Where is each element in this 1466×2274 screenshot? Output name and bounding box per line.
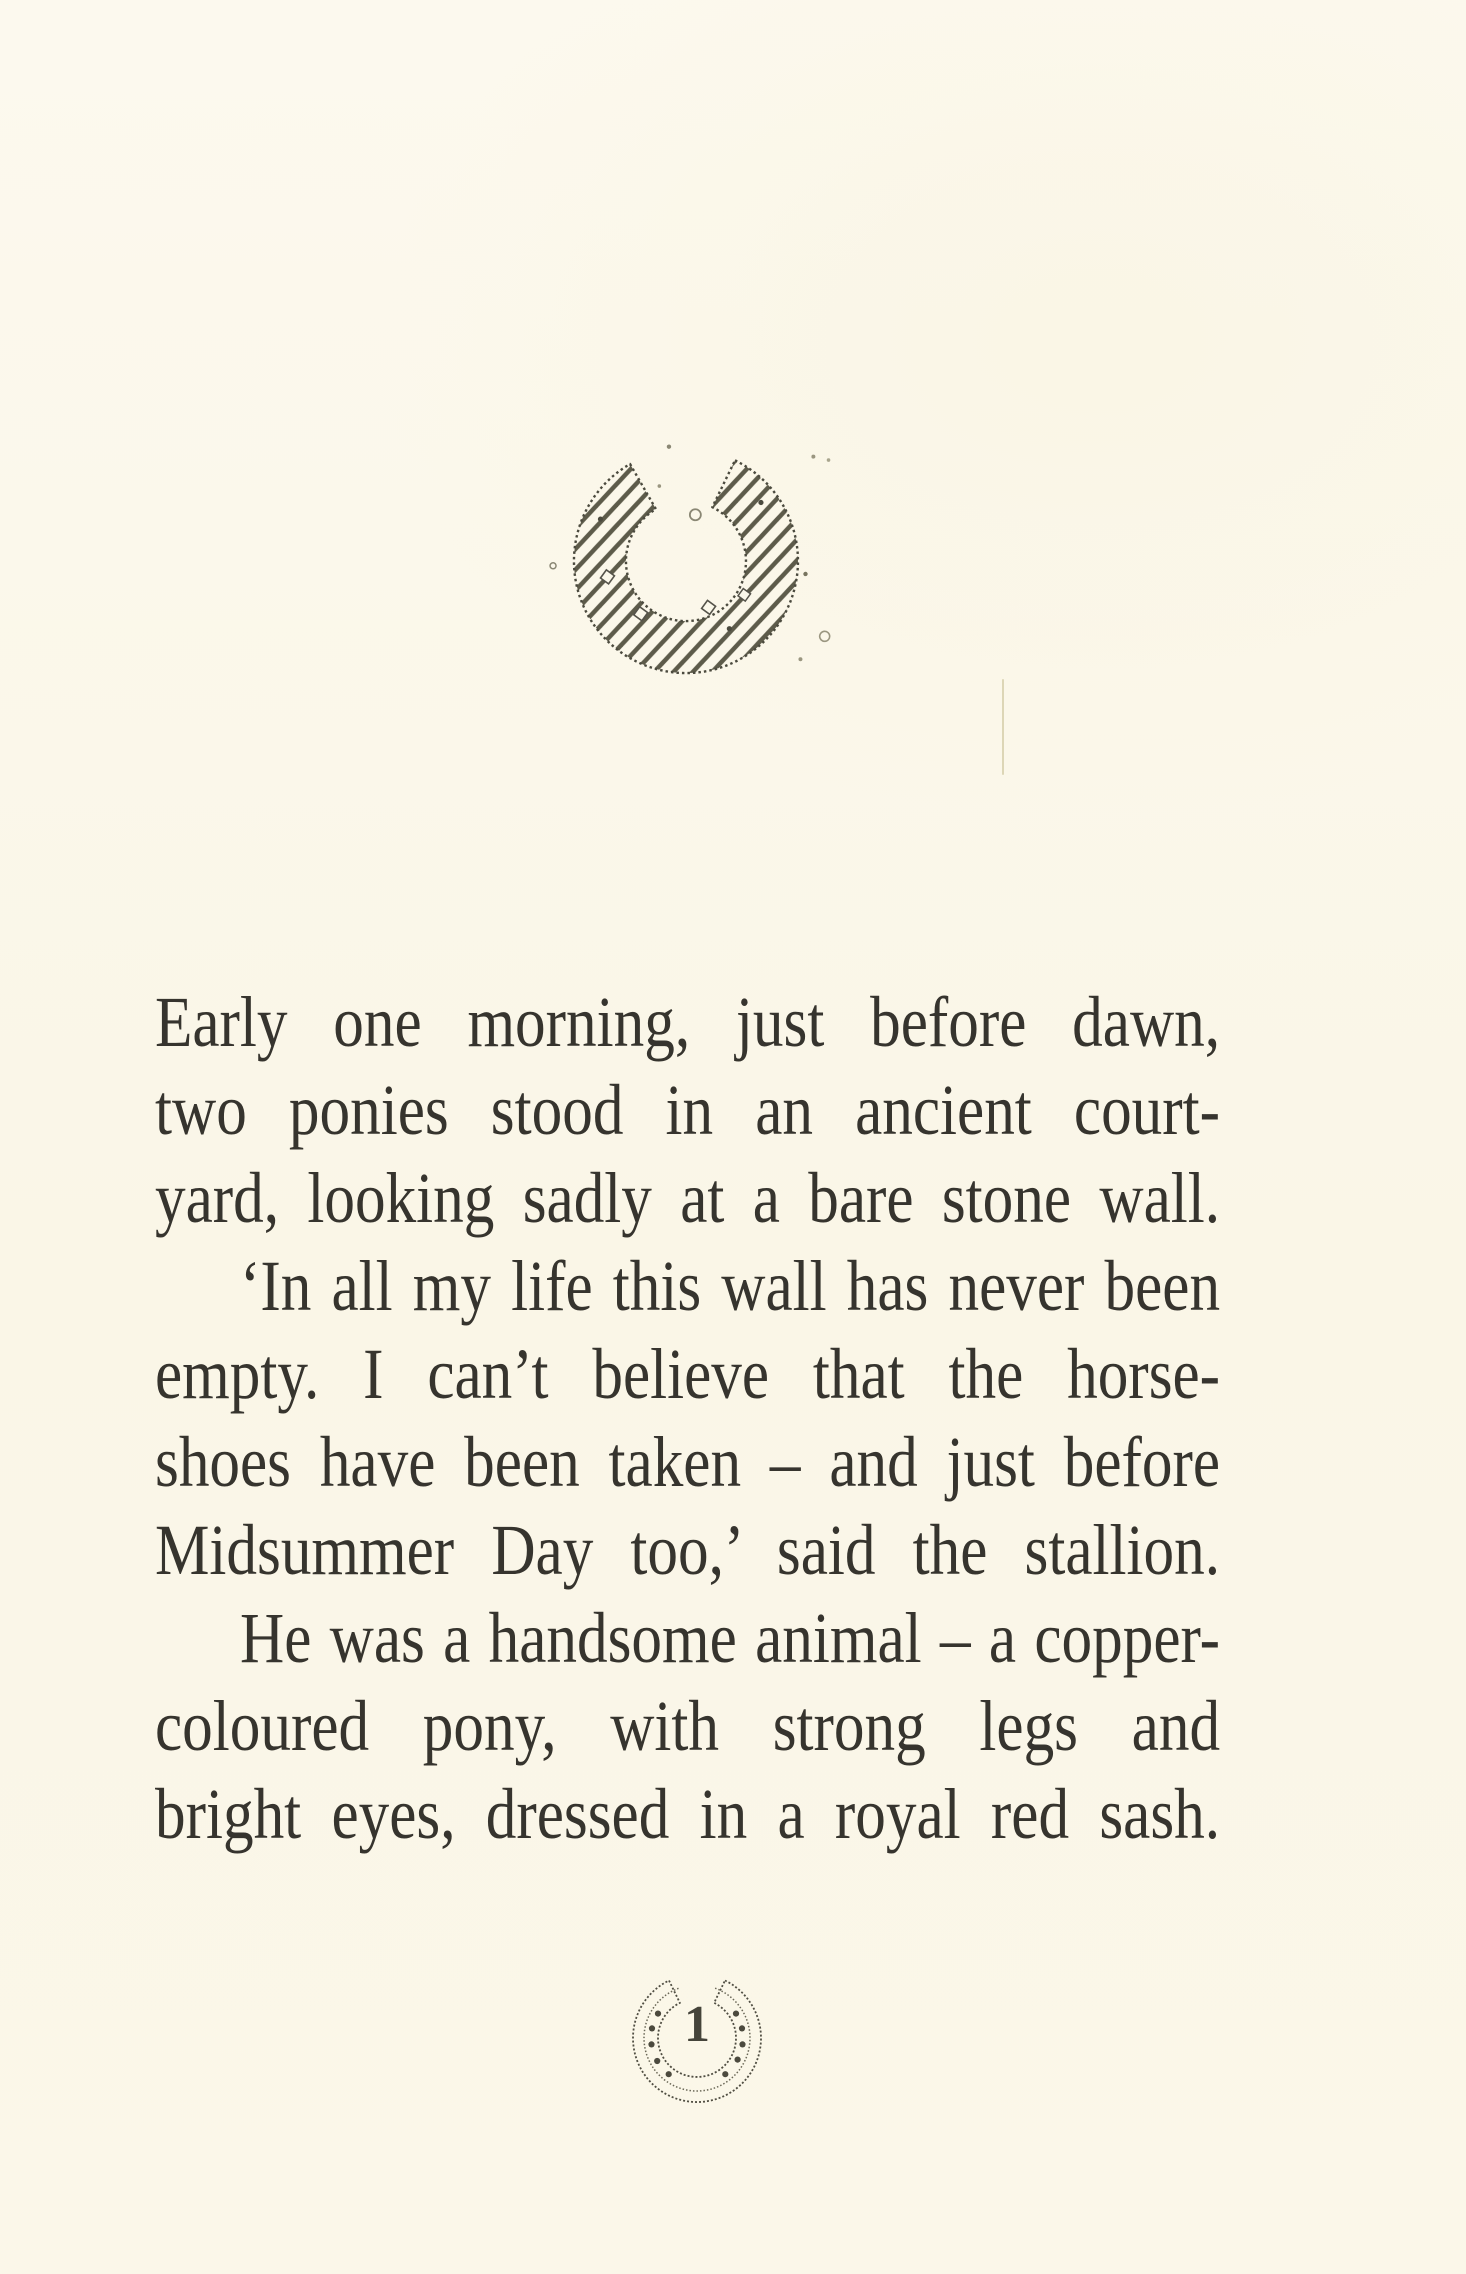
scan-artifact-line bbox=[1002, 679, 1004, 775]
page-number: 1 bbox=[684, 1996, 710, 2053]
body-text bbox=[155, 978, 1408, 1858]
text-line: Midsummer Day too,’ said the stallion. bbox=[155, 1510, 1221, 1590]
text-line: two ponies stood in an ancient court- bbox=[155, 1070, 1221, 1150]
text-line: coloured pony, with strong legs and bbox=[155, 1686, 1221, 1766]
text-line: yard, looking sadly at a bare stone wall. bbox=[155, 1158, 1221, 1238]
text-line: He was a handsome animal – a copper- bbox=[240, 1598, 1221, 1678]
text-line: bright eyes, dressed in a royal red sash. bbox=[155, 1774, 1221, 1854]
paragraph bbox=[155, 1594, 1408, 1858]
text-line: Early one morning, just before dawn, bbox=[155, 982, 1221, 1062]
paragraph bbox=[155, 1242, 1408, 1594]
text-line: ‘In all my life this wall has never been bbox=[240, 1246, 1221, 1326]
text-line: empty. I can’t believe that the horse- bbox=[155, 1334, 1221, 1414]
paragraph bbox=[155, 978, 1408, 1242]
text-line: shoes have been taken – and just before bbox=[155, 1422, 1221, 1502]
horseshoe-illustration-icon bbox=[535, 416, 845, 708]
